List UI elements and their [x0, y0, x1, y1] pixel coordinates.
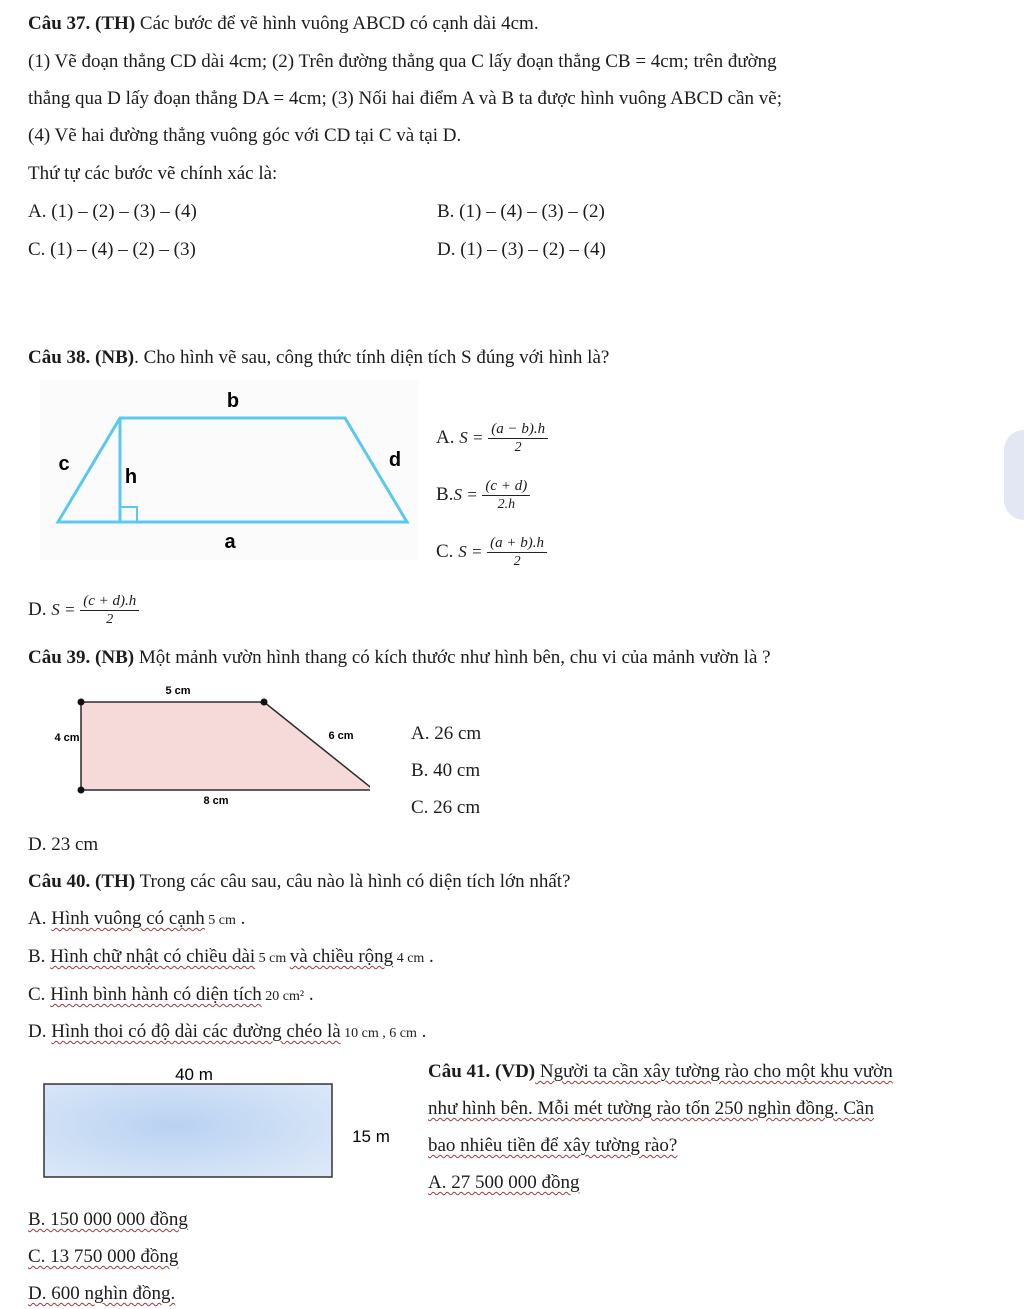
q40-option-b-math2: 4 cm [393, 951, 425, 966]
q38-title: Câu 38. (NB) [28, 347, 135, 368]
q38-option-d-fraction [80, 592, 139, 629]
q37-text: Các bước để vẽ hình vuông ABCD có cạnh dài 4cm. [135, 13, 539, 34]
q37-title: Câu 37. (TH) [28, 13, 136, 34]
q38-option-c-denominator: 2 [513, 554, 521, 570]
q38-label-h: h [124, 466, 138, 488]
q37-option-d[interactable]: D. (1) – (3) – (2) – (4) [437, 239, 606, 260]
q41-label-height: 15 m [352, 1127, 390, 1146]
q38-option-c[interactable] [436, 532, 547, 572]
q38-heading [28, 346, 609, 370]
q40-option-b-text1: Hình chữ nhật có chiều dài [50, 946, 256, 967]
q39-option-c[interactable]: C. 26 cm [411, 797, 481, 818]
q39-vertex-bottom-left [78, 787, 85, 794]
q37-option-b[interactable]: B. (1) – (4) – (3) – (2) [437, 201, 605, 222]
q39-option-d[interactable]: D. 23 cm [28, 834, 99, 855]
q38-option-b-numerator: (c + d) [482, 477, 530, 496]
q40-option-b-math1: 5 cm [255, 951, 290, 966]
q38-option-c-label: C. [436, 541, 454, 562]
q40-option-a-end: . [235, 908, 246, 929]
q40-option-b-prefix: B. [28, 946, 51, 967]
q38-option-b-fraction [482, 477, 530, 514]
q38-option-c-fraction [487, 534, 547, 571]
q39-label-right: 6 cm [328, 730, 354, 742]
q39-title: Câu 39. (NB) [28, 647, 135, 668]
q38-option-b-label: B. [436, 484, 454, 505]
q40-option-a-prefix: A. [28, 908, 52, 929]
q40-option-c-prefix: C. [28, 984, 51, 1005]
q38-option-a-fraction [488, 420, 548, 457]
q39-label-left: 4 cm [54, 732, 80, 744]
q40-option-d-math: 10 cm , 6 cm [340, 1026, 417, 1041]
q38-option-b[interactable] [436, 475, 530, 515]
q38-text: . Cho hình vẽ sau, công thức tính diện tích S đúng với hình là? [134, 347, 610, 368]
q37-line3: (4) Vẽ hai đường thẳng vuông góc với CD tại C và tại D. [28, 125, 462, 146]
q39-vertex-top-right [261, 699, 268, 706]
q38-option-d[interactable] [28, 590, 139, 630]
q39-label-bottom: 8 cm [203, 795, 229, 807]
q41-label-width: 40 m [175, 1065, 213, 1084]
q41-option-a[interactable]: A. 27 500 000 đồng [428, 1172, 580, 1193]
q40-option-a-math: 5 cm [204, 913, 236, 928]
q39-option-a[interactable]: A. 26 cm [411, 723, 482, 744]
q37-option-c[interactable]: C. (1) – (4) – (2) – (3) [28, 239, 196, 260]
q40-option-d[interactable] [28, 1020, 426, 1046]
q38-option-a-label: A. [436, 427, 455, 448]
q40-option-b-end: . [424, 946, 434, 967]
q41-option-d[interactable]: D. 600 nghìn đồng. [28, 1283, 176, 1304]
q37-heading [28, 12, 539, 36]
q39-option-b[interactable]: B. 40 cm [411, 760, 481, 781]
q40-title: Câu 40. (TH) [28, 871, 136, 892]
q39-text: Một mảnh vườn hình thang có kích thước như hình bên, chu vi của mảnh vườn là ? [134, 647, 771, 668]
q38-label-c: c [58, 453, 70, 475]
q40-text: Trong các câu sau, câu nào là hình có diện tích lớn nhất? [135, 871, 571, 892]
q38-option-b-denominator: 2.h [497, 497, 516, 513]
q39-trapezoid [81, 702, 370, 790]
q37-line1: (1) Vẽ đoạn thẳng CD dài 4cm; (2) Trên đường thẳng qua C lấy đoạn thẳng CB = 4cm; trên đường [28, 51, 777, 72]
q39-trapezoid-figure [40, 680, 370, 810]
q38-option-d-label: D. [28, 599, 47, 620]
q40-option-c[interactable] [28, 983, 314, 1009]
q41-line3: bao nhiêu tiền để xây tường rào? [428, 1135, 678, 1156]
q38-option-d-lhs: S = [51, 600, 76, 619]
edge-blur-decoration [1004, 430, 1024, 520]
q41-text-line1: Người ta cần xây tường rào cho một khu vườn [535, 1061, 893, 1082]
q40-option-c-math: 20 cm² [261, 989, 305, 1004]
q39-label-top: 5 cm [165, 685, 191, 697]
q38-option-c-numerator: (a + b).h [487, 534, 547, 553]
q40-option-d-end: . [416, 1021, 427, 1042]
q40-option-c-end: . [304, 984, 314, 1005]
q40-option-a-text: Hình vuông có cạnh [51, 908, 205, 929]
q40-option-d-text: Hình thoi có độ dài các đường chéo là [51, 1021, 341, 1042]
q38-option-a-lhs: S = [459, 428, 484, 447]
q38-option-b-lhs: S = [453, 485, 478, 504]
q40-option-a[interactable] [28, 907, 245, 933]
q38-option-d-numerator: (c + d).h [80, 592, 139, 611]
q38-option-a-numerator: (a − b).h [488, 420, 548, 439]
q41-line1 [428, 1060, 893, 1084]
q37-line2: thẳng qua D lấy đoạn thẳng DA = 4cm; (3) Nối hai điểm A và B ta được hình vuông ABCD cần vẽ; [28, 88, 782, 109]
q38-option-d-denominator: 2 [106, 612, 114, 628]
q40-heading [28, 870, 570, 894]
q41-option-b[interactable]: B. 150 000 000 đồng [28, 1209, 188, 1230]
q37-line4: Thứ tự các bước vẽ chính xác là: [28, 163, 278, 184]
q39-vertex-top-left [78, 699, 85, 706]
q40-option-b[interactable] [28, 945, 434, 971]
q40-option-d-prefix: D. [28, 1021, 52, 1042]
q38-trapezoid-figure [40, 380, 418, 560]
q38-option-a[interactable] [436, 418, 548, 458]
q41-line2: như hình bên. Mỗi mét tường rào tốn 250 nghìn đồng. Cần [428, 1098, 874, 1119]
q38-option-a-denominator: 2 [514, 440, 522, 456]
q38-label-b: b [226, 390, 240, 412]
q40-option-c-text: Hình bình hành có diện tích [50, 984, 262, 1005]
q40-option-b-text2: và chiều rộng [289, 946, 394, 967]
q41-rectangle-figure [40, 1060, 410, 1185]
q39-heading [28, 646, 771, 670]
q38-label-a: a [224, 531, 236, 553]
q37-option-a[interactable]: A. (1) – (2) – (3) – (4) [28, 201, 197, 222]
q41-option-c[interactable]: C. 13 750 000 đồng [28, 1246, 179, 1267]
q41-title: Câu 41. (VD) [428, 1061, 536, 1082]
q41-garden-rectangle [44, 1084, 332, 1177]
q38-label-d: d [388, 449, 402, 471]
q38-option-c-lhs: S = [458, 542, 483, 561]
